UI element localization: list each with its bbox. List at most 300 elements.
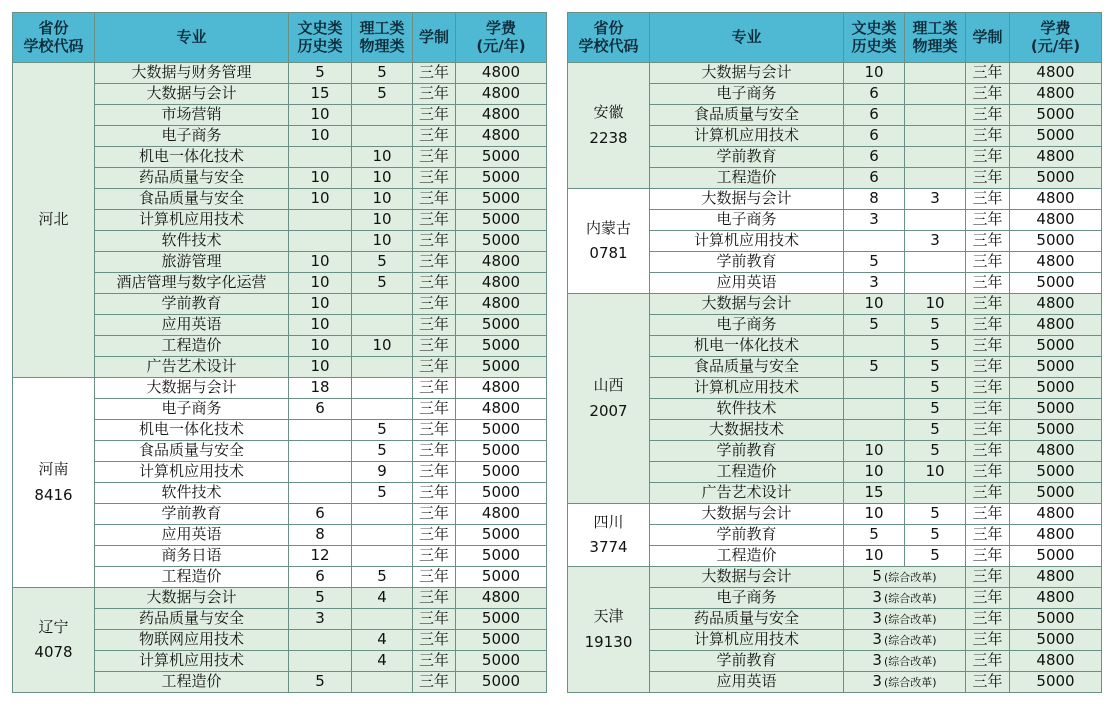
quota-combined-cell xyxy=(844,672,966,693)
arts-quota-cell xyxy=(844,399,905,420)
fee-cell: 5000 xyxy=(456,231,547,252)
duration-cell: 三年 xyxy=(413,252,456,273)
fee-cell: 4800 xyxy=(456,105,547,126)
science-quota-cell: 4 xyxy=(352,588,413,609)
major-cell: 物联网应用技术 xyxy=(95,630,289,651)
quota-combined-cell xyxy=(844,567,966,588)
major-cell: 计算机应用技术 xyxy=(95,210,289,231)
fee-cell: 4800 xyxy=(456,399,547,420)
province-name: 河北 xyxy=(38,210,69,229)
duration-cell: 三年 xyxy=(413,525,456,546)
major-cell: 食品质量与安全 xyxy=(650,357,844,378)
arts-quota-cell xyxy=(844,231,905,252)
major-cell: 药品质量与安全 xyxy=(650,609,844,630)
major-cell: 大数据与会计 xyxy=(95,588,289,609)
science-quota-cell xyxy=(905,483,966,504)
arts-quota-cell: 18 xyxy=(289,378,352,399)
arts-quota-cell: 5 xyxy=(844,525,905,546)
fee-cell: 4800 xyxy=(456,294,547,315)
arts-quota-cell xyxy=(289,483,352,504)
fee-cell: 4800 xyxy=(1010,84,1102,105)
header-major: 专业 xyxy=(650,13,844,63)
fee-cell: 5000 xyxy=(456,357,547,378)
science-quota-cell: 5 xyxy=(905,441,966,462)
duration-cell: 三年 xyxy=(966,168,1010,189)
science-quota-cell: 5 xyxy=(905,504,966,525)
header-province: 省份 学校代码 xyxy=(568,13,650,63)
table-row xyxy=(568,189,1102,210)
duration-cell: 三年 xyxy=(966,588,1010,609)
fee-cell: 5000 xyxy=(1010,357,1102,378)
science-quota-cell: 5 xyxy=(905,315,966,336)
fee-cell: 5000 xyxy=(1010,273,1102,294)
major-cell: 学前教育 xyxy=(650,525,844,546)
major-cell: 工程造价 xyxy=(95,672,289,693)
quota-value: 5 xyxy=(872,567,882,586)
fee-cell: 4800 xyxy=(456,252,547,273)
arts-quota-cell: 6 xyxy=(844,147,905,168)
quota-note: (综合改革) xyxy=(883,655,937,669)
arts-quota-cell: 5 xyxy=(289,588,352,609)
arts-quota-cell xyxy=(289,441,352,462)
duration-cell: 三年 xyxy=(966,231,1010,252)
quota-note: (综合改革) xyxy=(883,634,937,648)
fee-cell: 4800 xyxy=(456,378,547,399)
duration-cell: 三年 xyxy=(966,252,1010,273)
major-cell: 市场营销 xyxy=(95,105,289,126)
major-cell: 大数据与财务管理 xyxy=(95,63,289,84)
header-science: 理工类 物理类 xyxy=(905,13,966,63)
duration-cell: 三年 xyxy=(966,462,1010,483)
province-cell xyxy=(13,378,95,588)
science-quota-cell xyxy=(352,399,413,420)
duration-cell: 三年 xyxy=(966,546,1010,567)
fee-cell: 4800 xyxy=(1010,147,1102,168)
duration-cell: 三年 xyxy=(966,420,1010,441)
duration-cell: 三年 xyxy=(413,126,456,147)
fee-cell: 4800 xyxy=(1010,441,1102,462)
fee-cell: 4800 xyxy=(1010,252,1102,273)
science-quota-cell xyxy=(352,504,413,525)
science-quota-cell: 5 xyxy=(905,525,966,546)
arts-quota-cell xyxy=(289,462,352,483)
major-cell: 计算机应用技术 xyxy=(650,231,844,252)
quota-combined-cell xyxy=(844,588,966,609)
duration-cell: 三年 xyxy=(413,273,456,294)
fee-cell: 5000 xyxy=(456,336,547,357)
major-cell: 大数据与会计 xyxy=(650,63,844,84)
arts-quota-cell xyxy=(289,147,352,168)
major-cell: 药品质量与安全 xyxy=(95,609,289,630)
school-code: 3774 xyxy=(589,538,628,556)
science-quota-cell: 5 xyxy=(905,357,966,378)
duration-cell: 三年 xyxy=(966,525,1010,546)
arts-quota-cell: 10 xyxy=(289,357,352,378)
major-cell: 学前教育 xyxy=(95,504,289,525)
quota-value: 3 xyxy=(872,609,882,628)
duration-cell: 三年 xyxy=(413,231,456,252)
science-quota-cell: 5 xyxy=(905,420,966,441)
science-quota-cell: 10 xyxy=(352,210,413,231)
science-quota-cell xyxy=(352,525,413,546)
science-quota-cell: 10 xyxy=(905,462,966,483)
header-duration: 学制 xyxy=(413,13,456,63)
major-cell: 旅游管理 xyxy=(95,252,289,273)
header-fee: 学费 (元/年) xyxy=(456,13,547,63)
major-cell: 学前教育 xyxy=(650,651,844,672)
school-code: 2238 xyxy=(589,128,628,147)
fee-cell: 5000 xyxy=(456,441,547,462)
quota-value: 3 xyxy=(872,672,882,691)
fee-cell: 5000 xyxy=(456,210,547,231)
table-header xyxy=(13,13,547,63)
arts-quota-cell xyxy=(844,420,905,441)
major-cell: 药品质量与安全 xyxy=(95,168,289,189)
science-quota-cell: 5 xyxy=(352,252,413,273)
school-code: 4078 xyxy=(34,643,73,661)
quota-note: (综合改革) xyxy=(883,571,937,585)
science-quota-cell: 5 xyxy=(905,399,966,420)
fee-cell: 4800 xyxy=(1010,63,1102,84)
arts-quota-cell: 5 xyxy=(844,357,905,378)
arts-quota-cell: 5 xyxy=(289,63,352,84)
arts-quota-cell: 10 xyxy=(289,168,352,189)
science-quota-cell: 4 xyxy=(352,651,413,672)
province-cell xyxy=(568,294,650,504)
arts-quota-cell xyxy=(289,231,352,252)
major-cell: 大数据与会计 xyxy=(95,378,289,399)
major-cell: 大数据与会计 xyxy=(650,189,844,210)
major-cell: 机电一体化技术 xyxy=(95,420,289,441)
major-cell: 工程造价 xyxy=(95,567,289,588)
province-cell xyxy=(568,504,650,567)
fee-cell: 5000 xyxy=(456,315,547,336)
table-row xyxy=(568,63,1102,84)
science-quota-cell xyxy=(352,672,413,693)
science-quota-cell: 5 xyxy=(352,84,413,105)
duration-cell: 三年 xyxy=(413,189,456,210)
fee-cell: 5000 xyxy=(1010,378,1102,399)
fee-cell: 4800 xyxy=(1010,651,1102,672)
science-quota-cell: 10 xyxy=(352,336,413,357)
duration-cell: 三年 xyxy=(413,105,456,126)
province-name: 辽宁 xyxy=(38,617,69,636)
science-quota-cell xyxy=(905,105,966,126)
major-cell: 学前教育 xyxy=(650,147,844,168)
duration-cell: 三年 xyxy=(413,357,456,378)
arts-quota-cell: 3 xyxy=(844,210,905,231)
duration-cell: 三年 xyxy=(413,378,456,399)
major-cell: 大数据与会计 xyxy=(650,567,844,588)
arts-quota-cell xyxy=(289,420,352,441)
duration-cell: 三年 xyxy=(966,672,1010,693)
arts-quota-cell: 6 xyxy=(844,126,905,147)
major-cell: 食品质量与安全 xyxy=(95,441,289,462)
fee-cell: 5000 xyxy=(456,609,547,630)
arts-quota-cell: 10 xyxy=(289,315,352,336)
arts-quota-cell: 10 xyxy=(844,294,905,315)
duration-cell: 三年 xyxy=(413,567,456,588)
school-code: 0781 xyxy=(589,244,628,262)
fee-cell: 4800 xyxy=(456,84,547,105)
duration-cell: 三年 xyxy=(966,630,1010,651)
quota-note: (综合改革) xyxy=(883,592,937,606)
province-cell xyxy=(568,567,650,693)
duration-cell: 三年 xyxy=(413,63,456,84)
science-quota-cell xyxy=(905,126,966,147)
science-quota-cell: 5 xyxy=(905,378,966,399)
arts-quota-cell: 6 xyxy=(844,84,905,105)
arts-quota-cell: 15 xyxy=(844,483,905,504)
fee-cell: 5000 xyxy=(456,630,547,651)
major-cell: 大数据与会计 xyxy=(650,294,844,315)
arts-quota-cell: 10 xyxy=(844,441,905,462)
arts-quota-cell: 10 xyxy=(844,462,905,483)
enrollment-table-left xyxy=(12,12,547,693)
duration-cell: 三年 xyxy=(966,147,1010,168)
science-quota-cell: 5 xyxy=(352,273,413,294)
major-cell: 软件技术 xyxy=(95,483,289,504)
science-quota-cell: 5 xyxy=(352,483,413,504)
fee-cell: 5000 xyxy=(1010,672,1102,693)
science-quota-cell xyxy=(352,315,413,336)
header-duration: 学制 xyxy=(966,13,1010,63)
science-quota-cell xyxy=(905,147,966,168)
science-quota-cell: 10 xyxy=(905,294,966,315)
fee-cell: 5000 xyxy=(456,168,547,189)
arts-quota-cell: 10 xyxy=(844,504,905,525)
fee-cell: 5000 xyxy=(1010,609,1102,630)
duration-cell: 三年 xyxy=(966,483,1010,504)
science-quota-cell: 5 xyxy=(352,567,413,588)
fee-cell: 5000 xyxy=(1010,336,1102,357)
duration-cell: 三年 xyxy=(966,336,1010,357)
arts-quota-cell: 6 xyxy=(844,168,905,189)
duration-cell: 三年 xyxy=(413,630,456,651)
duration-cell: 三年 xyxy=(966,567,1010,588)
duration-cell: 三年 xyxy=(966,294,1010,315)
province-cell xyxy=(13,588,95,693)
science-quota-cell: 3 xyxy=(905,189,966,210)
major-cell: 广告艺术设计 xyxy=(650,483,844,504)
major-cell: 大数据与会计 xyxy=(650,504,844,525)
major-cell: 广告艺术设计 xyxy=(95,357,289,378)
province-name: 内蒙古 xyxy=(585,218,631,237)
science-quota-cell xyxy=(352,378,413,399)
table-header xyxy=(568,13,1102,63)
province-cell xyxy=(13,63,95,378)
arts-quota-cell: 5 xyxy=(289,672,352,693)
fee-cell: 5000 xyxy=(1010,462,1102,483)
header-fee: 学费 (元/年) xyxy=(1010,13,1102,63)
fee-cell: 4800 xyxy=(1010,504,1102,525)
enrollment-table-right xyxy=(567,12,1102,693)
arts-quota-cell: 10 xyxy=(289,294,352,315)
duration-cell: 三年 xyxy=(413,651,456,672)
duration-cell: 三年 xyxy=(413,546,456,567)
fee-cell: 4800 xyxy=(1010,315,1102,336)
arts-quota-cell: 10 xyxy=(844,546,905,567)
major-cell: 工程造价 xyxy=(650,462,844,483)
duration-cell: 三年 xyxy=(966,399,1010,420)
science-quota-cell xyxy=(905,168,966,189)
science-quota-cell: 5 xyxy=(352,420,413,441)
major-cell: 酒店管理与数字化运营 xyxy=(95,273,289,294)
arts-quota-cell xyxy=(289,210,352,231)
fee-cell: 4800 xyxy=(456,504,547,525)
duration-cell: 三年 xyxy=(413,504,456,525)
major-cell: 软件技术 xyxy=(95,231,289,252)
science-quota-cell: 10 xyxy=(352,168,413,189)
school-code: 19130 xyxy=(584,632,633,651)
major-cell: 计算机应用技术 xyxy=(95,651,289,672)
major-cell: 应用英语 xyxy=(95,525,289,546)
fee-cell: 5000 xyxy=(1010,168,1102,189)
fee-cell: 4800 xyxy=(1010,588,1102,609)
province-cell xyxy=(568,63,650,189)
duration-cell: 三年 xyxy=(413,609,456,630)
arts-quota-cell: 10 xyxy=(289,105,352,126)
duration-cell: 三年 xyxy=(966,651,1010,672)
school-code: 8416 xyxy=(34,485,73,504)
arts-quota-cell: 5 xyxy=(844,315,905,336)
arts-quota-cell xyxy=(844,336,905,357)
arts-quota-cell: 10 xyxy=(289,252,352,273)
fee-cell: 5000 xyxy=(456,546,547,567)
fee-cell: 5000 xyxy=(1010,126,1102,147)
duration-cell: 三年 xyxy=(966,105,1010,126)
major-cell: 电子商务 xyxy=(95,399,289,420)
duration-cell: 三年 xyxy=(413,336,456,357)
duration-cell: 三年 xyxy=(413,147,456,168)
science-quota-cell: 10 xyxy=(352,231,413,252)
duration-cell: 三年 xyxy=(966,504,1010,525)
science-quota-cell: 5 xyxy=(352,441,413,462)
arts-quota-cell: 5 xyxy=(844,252,905,273)
science-quota-cell xyxy=(905,273,966,294)
science-quota-cell xyxy=(905,252,966,273)
science-quota-cell xyxy=(905,63,966,84)
major-cell: 软件技术 xyxy=(650,399,844,420)
province-cell xyxy=(568,189,650,294)
major-cell: 工程造价 xyxy=(650,168,844,189)
science-quota-cell: 5 xyxy=(905,546,966,567)
major-cell: 应用英语 xyxy=(650,273,844,294)
quota-combined-cell xyxy=(844,609,966,630)
science-quota-cell xyxy=(905,84,966,105)
duration-cell: 三年 xyxy=(413,441,456,462)
arts-quota-cell xyxy=(289,630,352,651)
fee-cell: 5000 xyxy=(456,420,547,441)
fee-cell: 4800 xyxy=(456,273,547,294)
major-cell: 电子商务 xyxy=(650,84,844,105)
table-row xyxy=(13,378,547,399)
duration-cell: 三年 xyxy=(966,189,1010,210)
major-cell: 学前教育 xyxy=(650,441,844,462)
fee-cell: 4800 xyxy=(1010,189,1102,210)
fee-cell: 4800 xyxy=(456,588,547,609)
major-cell: 机电一体化技术 xyxy=(95,147,289,168)
duration-cell: 三年 xyxy=(966,63,1010,84)
duration-cell: 三年 xyxy=(413,168,456,189)
arts-quota-cell: 6 xyxy=(289,504,352,525)
arts-quota-cell: 6 xyxy=(289,399,352,420)
quota-combined-cell xyxy=(844,651,966,672)
major-cell: 计算机应用技术 xyxy=(650,126,844,147)
fee-cell: 4800 xyxy=(1010,210,1102,231)
fee-cell: 5000 xyxy=(456,483,547,504)
major-cell: 应用英语 xyxy=(650,672,844,693)
duration-cell: 三年 xyxy=(966,357,1010,378)
science-quota-cell xyxy=(905,210,966,231)
duration-cell: 三年 xyxy=(413,84,456,105)
major-cell: 学前教育 xyxy=(650,252,844,273)
fee-cell: 5000 xyxy=(1010,420,1102,441)
major-cell: 电子商务 xyxy=(650,315,844,336)
arts-quota-cell: 6 xyxy=(844,105,905,126)
arts-quota-cell xyxy=(289,651,352,672)
arts-quota-cell: 10 xyxy=(289,189,352,210)
duration-cell: 三年 xyxy=(966,126,1010,147)
major-cell: 计算机应用技术 xyxy=(95,462,289,483)
quota-combined-cell xyxy=(844,630,966,651)
science-quota-cell: 9 xyxy=(352,462,413,483)
duration-cell: 三年 xyxy=(413,399,456,420)
duration-cell: 三年 xyxy=(413,315,456,336)
table-row xyxy=(568,504,1102,525)
quota-value: 3 xyxy=(872,651,882,670)
science-quota-cell: 3 xyxy=(905,231,966,252)
arts-quota-cell: 10 xyxy=(844,63,905,84)
major-cell: 应用英语 xyxy=(95,315,289,336)
fee-cell: 5000 xyxy=(1010,630,1102,651)
fee-cell: 5000 xyxy=(456,462,547,483)
fee-cell: 4800 xyxy=(1010,294,1102,315)
fee-cell: 5000 xyxy=(1010,399,1102,420)
duration-cell: 三年 xyxy=(413,462,456,483)
province-name: 山西 xyxy=(593,376,624,394)
province-name: 安徽 xyxy=(593,103,624,121)
duration-cell: 三年 xyxy=(413,420,456,441)
duration-cell: 三年 xyxy=(413,588,456,609)
science-quota-cell: 4 xyxy=(352,630,413,651)
arts-quota-cell: 8 xyxy=(844,189,905,210)
major-cell: 商务日语 xyxy=(95,546,289,567)
province-name: 四川 xyxy=(593,512,624,531)
province-name: 河南 xyxy=(38,460,69,478)
fee-cell: 5000 xyxy=(456,672,547,693)
major-cell: 电子商务 xyxy=(650,588,844,609)
arts-quota-cell: 3 xyxy=(289,609,352,630)
fee-cell: 4800 xyxy=(456,126,547,147)
arts-quota-cell: 15 xyxy=(289,84,352,105)
header-major: 专业 xyxy=(95,13,289,63)
fee-cell: 5000 xyxy=(456,525,547,546)
arts-quota-cell: 12 xyxy=(289,546,352,567)
arts-quota-cell xyxy=(844,378,905,399)
arts-quota-cell: 3 xyxy=(844,273,905,294)
arts-quota-cell: 8 xyxy=(289,525,352,546)
duration-cell: 三年 xyxy=(413,672,456,693)
science-quota-cell xyxy=(352,126,413,147)
province-name: 天津 xyxy=(593,607,624,625)
science-quota-cell: 10 xyxy=(352,189,413,210)
fee-cell: 4800 xyxy=(1010,567,1102,588)
duration-cell: 三年 xyxy=(413,294,456,315)
duration-cell: 三年 xyxy=(966,441,1010,462)
fee-cell: 5000 xyxy=(1010,483,1102,504)
science-quota-cell xyxy=(352,609,413,630)
